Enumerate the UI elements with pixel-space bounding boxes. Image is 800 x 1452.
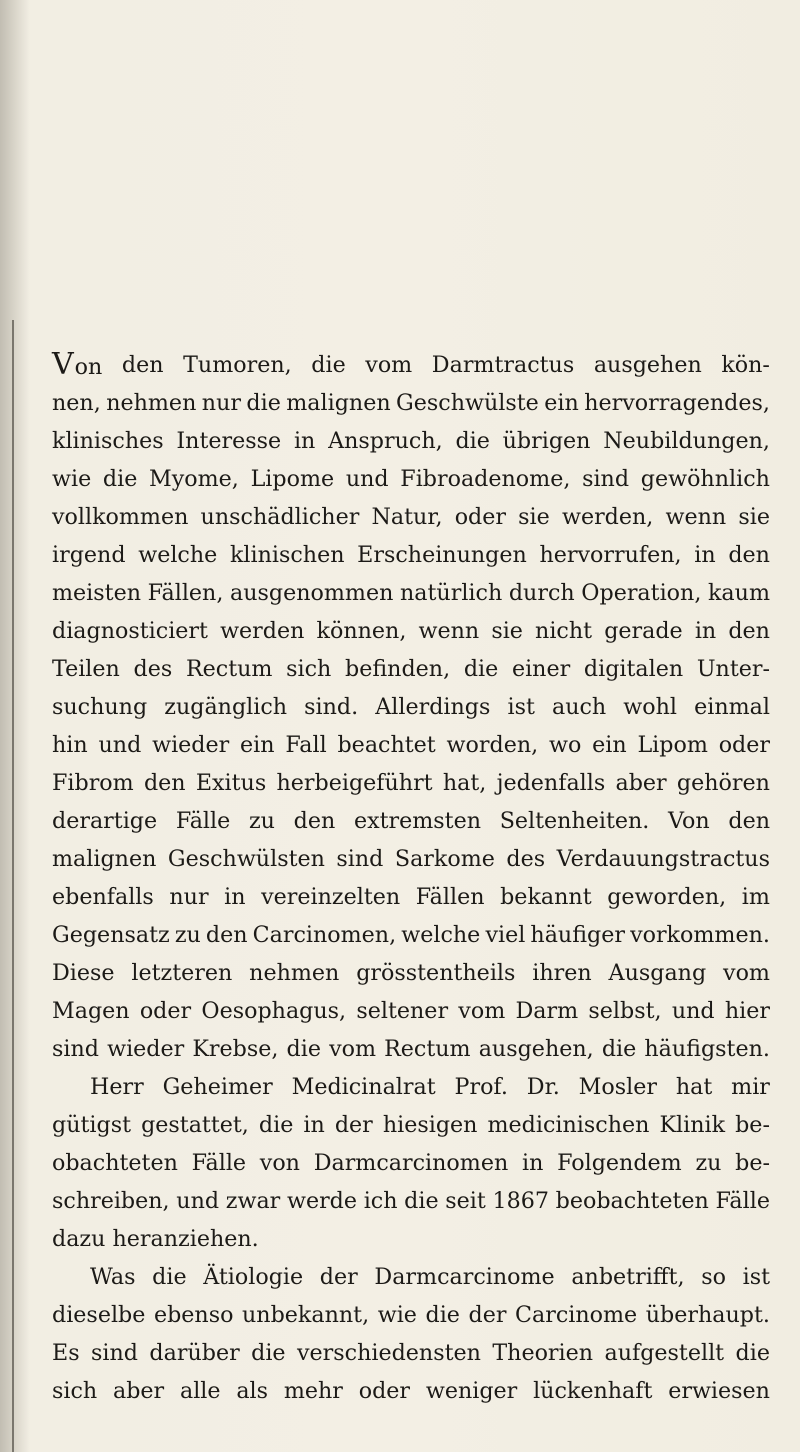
- text-line: obachteten Fälle von Darmcarcinomen in Folgendem zu be-: [52, 1150, 770, 1176]
- text-line: hin und wieder ein Fall beachtet worden, wo ein Lipom oder: [52, 732, 770, 758]
- text-line: Teilen des Rectum sich befinden, die einer digitalen Unter-: [52, 656, 770, 682]
- body-text: [52, 346, 770, 1410]
- text-line: Von den Tumoren, die vom Darmtractus ausgehen kön-: [52, 347, 770, 382]
- text-line: dazu heranziehen.: [52, 1226, 259, 1252]
- text-line: derartige Fälle zu den extremsten Seltenheiten. Von den: [52, 808, 770, 834]
- text-line: Diese letzteren nehmen grösstentheils ihren Ausgang vom: [52, 960, 770, 986]
- text-line: Herr Geheimer Medicinalrat Prof. Dr. Mosler hat mir: [90, 1074, 770, 1100]
- text-line: Magen oder Oesophagus, seltener vom Darm selbst, und hier: [52, 998, 770, 1024]
- text-line: irgend welche klinischen Erscheinungen hervorrufen, in den: [52, 542, 770, 568]
- text-line: Was die Ätiologie der Darmcarcinome anbetrifft, so ist: [90, 1264, 770, 1290]
- text-line: vollkommen unschädlicher Natur, oder sie werden, wenn sie: [52, 504, 770, 530]
- text-line: Es sind darüber die verschiedensten Theorien aufgestellt die: [52, 1340, 770, 1366]
- text-line: klinisches Interesse in Anspruch, die übrigen Neubildungen,: [52, 428, 770, 454]
- text-line: malignen Geschwülsten sind Sarkome des Verdauungstractus: [52, 846, 770, 872]
- text-line: sind wieder Krebse, die vom Rectum ausgehen, die häufigsten.: [52, 1036, 770, 1062]
- text-line: suchung zugänglich sind. Allerdings ist auch wohl einmal: [52, 694, 770, 720]
- text-line: nen, nehmen nur die malignen Geschwülste ein hervorragendes,: [52, 390, 770, 416]
- text-line: ebenfalls nur in vereinzelten Fällen bekannt geworden, im: [52, 884, 770, 910]
- text-line: meisten Fällen, ausgenommen natürlich durch Operation, kaum: [52, 580, 770, 606]
- text-line: gütigst gestattet, die in der hiesigen medicinischen Klinik be-: [52, 1112, 770, 1138]
- text-line: dieselbe ebenso unbekannt, wie die der Carcinome überhaupt.: [52, 1302, 770, 1328]
- text-line: Gegensatz zu den Carcinomen, welche viel häufiger vorkommen.: [52, 922, 770, 948]
- binding-edge: [12, 320, 14, 1452]
- text-line: sich aber alle als mehr oder weniger lückenhaft erwiesen: [52, 1378, 770, 1404]
- text-line: diagnosticiert werden können, wenn sie nicht gerade in den: [52, 618, 770, 644]
- text-line: Fibrom den Exitus herbeigeführt hat, jedenfalls aber gehören: [52, 770, 770, 796]
- text-line: wie die Myome, Lipome und Fibroadenome, sind gewöhnlich: [52, 466, 770, 492]
- binding-shadow: [0, 0, 30, 1452]
- text-line: schreiben, und zwar werde ich die seit 1867 beobachteten Fälle: [52, 1188, 770, 1214]
